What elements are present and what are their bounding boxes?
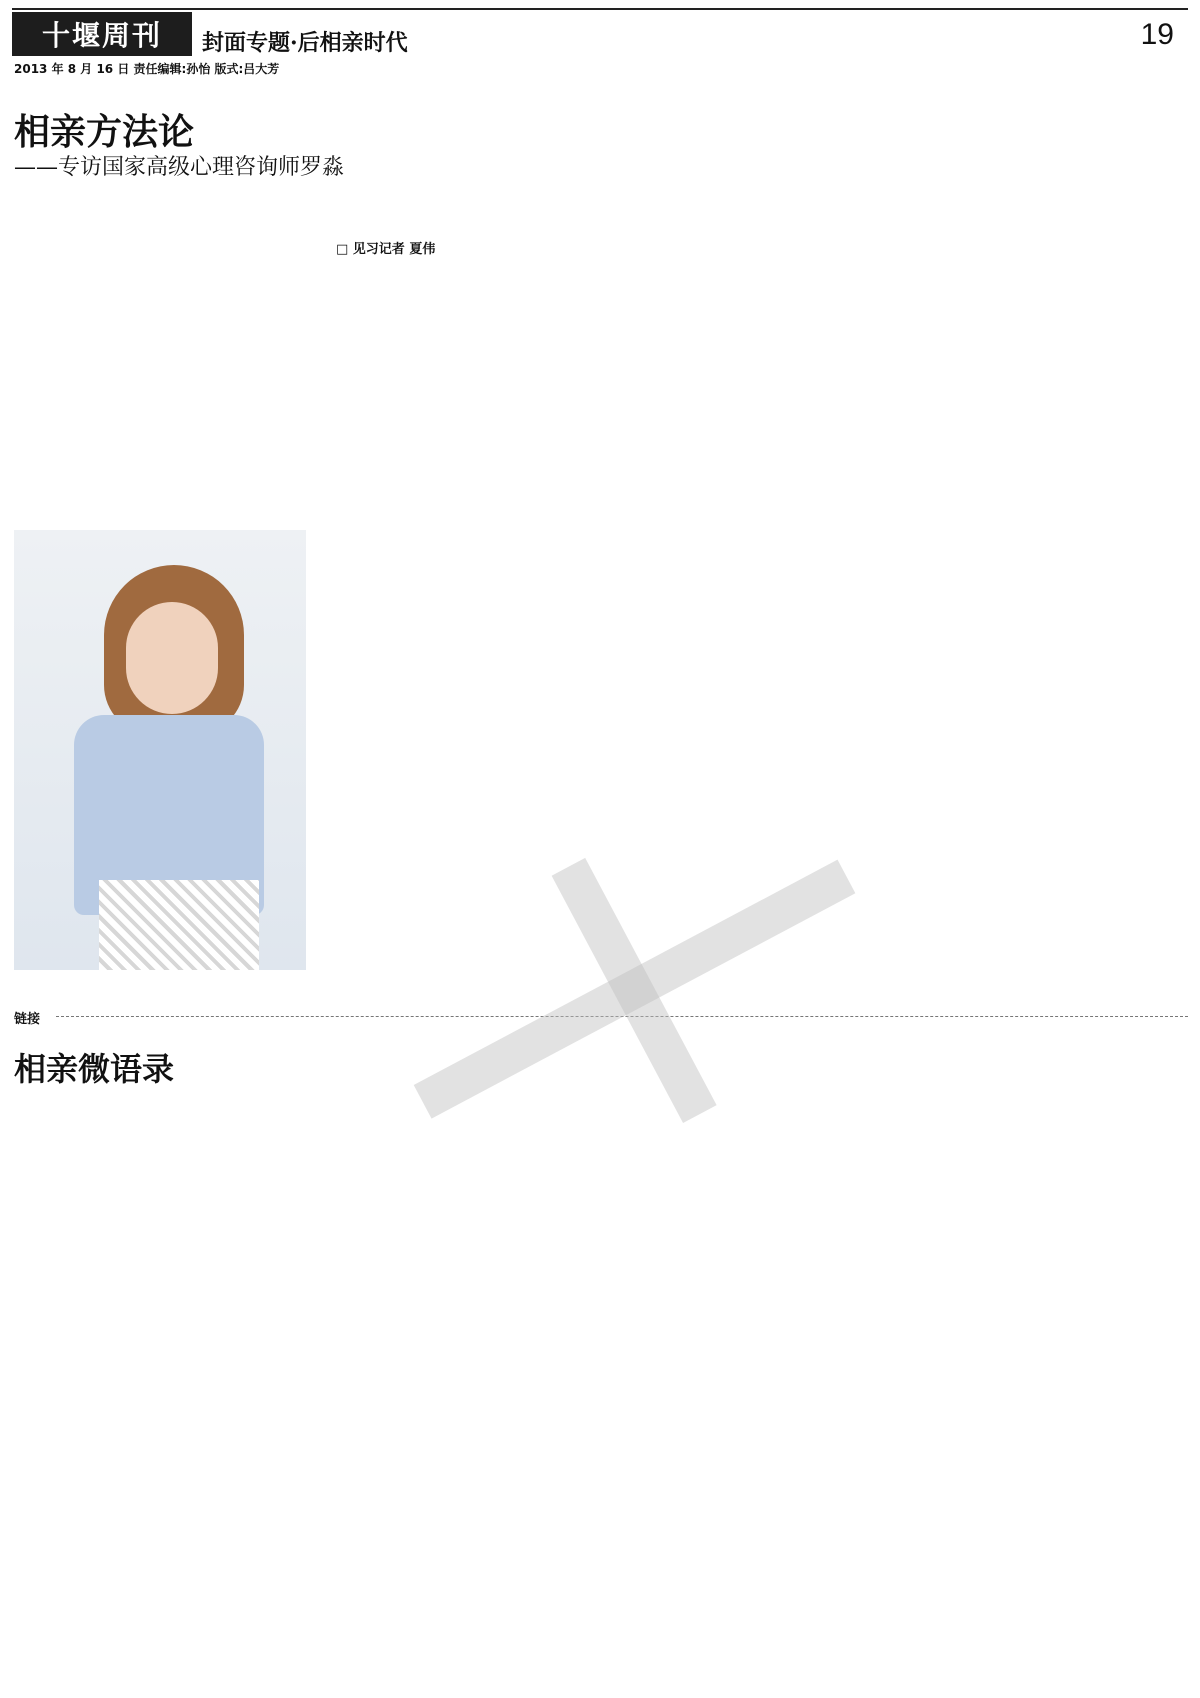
dateline: 2013 年 8 月 16 日 责任编辑:孙怡 版式:吕大芳 — [14, 62, 280, 76]
portrait-photo — [14, 530, 306, 970]
byline: □ 见习记者 夏伟 — [336, 242, 436, 257]
article-column-3 — [912, 236, 1170, 836]
sidebar-column-2 — [624, 1104, 882, 1688]
link-label: 链接 — [14, 1012, 41, 1027]
section-title: 封面专题·后相亲时代 — [202, 30, 408, 56]
article-title: 相亲方法论 — [14, 111, 195, 153]
top-rule — [12, 8, 1188, 10]
sidebar-column-3 — [912, 1104, 1170, 1688]
page-number: 19 — [1140, 18, 1174, 51]
sidebar-title: 相亲微语录 — [14, 1050, 175, 1088]
article-subtitle: ——专访国家高级心理咨询师罗淼 — [14, 155, 345, 180]
masthead: 十堰周刊 — [12, 12, 192, 56]
